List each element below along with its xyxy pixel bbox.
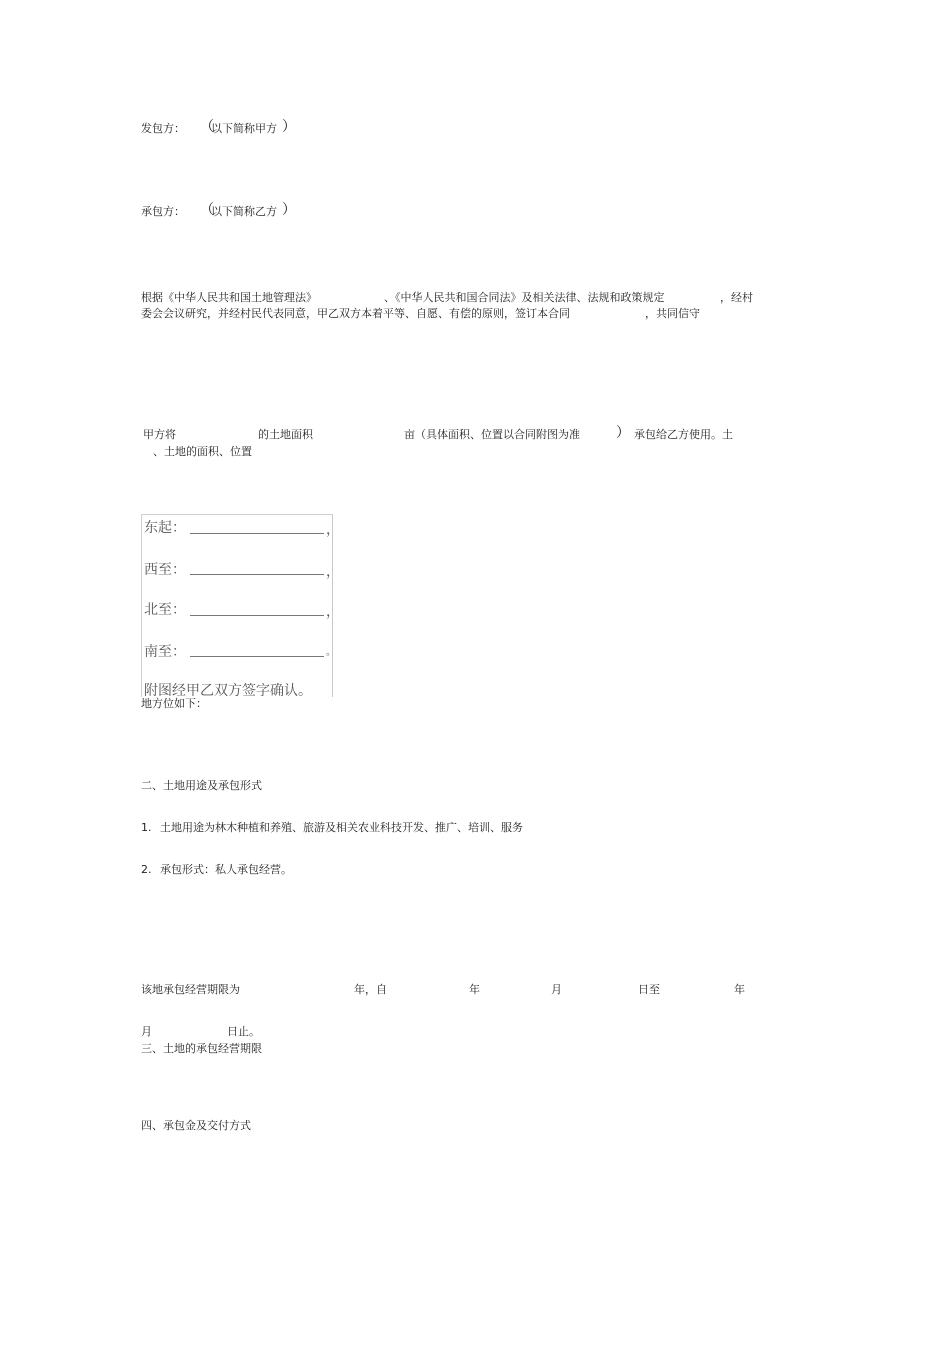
contractor-alias: 以下简称甲方: [211, 122, 277, 135]
boundary-north-label: 北至：: [144, 602, 186, 618]
section3-heading: 三、土地的承包经营期限: [141, 1042, 262, 1055]
boundary-figure: [141, 514, 340, 699]
contractee-label: 承包方：: [141, 205, 185, 218]
section2-item1-text: 土地用途为林木种植和养殖、旅游及相关农业科技开发、推广、培训、服务: [160, 821, 523, 834]
term-p2: 年，自: [354, 983, 387, 996]
preamble-line1-part3: ，经村: [720, 291, 753, 304]
section2-item2-text: 承包形式：私人承包经营。: [160, 863, 292, 876]
term-p3: 年: [469, 983, 480, 996]
boundary-west-comma: ，: [326, 564, 340, 580]
boundary-north-comma: ，: [326, 604, 340, 620]
land-clause-p5: 承包给乙方使用。土: [634, 428, 733, 441]
term-p5: 日至: [638, 983, 660, 996]
boundary-east-label: 东起：: [144, 520, 186, 536]
boundary-south-label: 南至：: [144, 644, 186, 660]
contractor-close-paren: ）: [282, 119, 296, 135]
boundary-south-period: 。: [326, 647, 336, 658]
boundary-west-label: 西至：: [144, 562, 186, 578]
term-p4: 月: [551, 983, 562, 996]
section2-heading: 二、土地用途及承包形式: [141, 779, 262, 792]
boundary-east-comma: ，: [326, 522, 340, 538]
term-line2-month: 月: [141, 1025, 152, 1038]
land-clause-p1: 甲方将: [143, 428, 176, 441]
term-p1: 该地承包经营期限为: [141, 983, 240, 996]
boundary-north-blank: [190, 615, 324, 616]
boundary-west-blank: [190, 574, 324, 575]
section2-item2-number: 2.: [141, 863, 152, 876]
preamble-line2-part1: 委会会议研究，并经村民代表同意，甲乙双方本着平等、自愿、有偿的原则，签订本合同: [141, 307, 570, 320]
term-line2-end: 日止。: [227, 1025, 260, 1038]
contractor-label: 发包方：: [141, 122, 185, 135]
contractee-alias: 以下简称乙方: [211, 205, 277, 218]
land-clause-p4: ）: [616, 425, 630, 441]
contractee-close-paren: ）: [282, 202, 296, 218]
boundary-note: 附图经甲乙双方签字确认。: [144, 683, 312, 699]
contractor-open-paren: （: [200, 119, 214, 135]
preamble-line1-part2: 、《中华人民共和国合同法》及相关法律、法规和政策规定: [384, 291, 665, 304]
preamble-line2-part2: ，共同信守: [645, 307, 700, 320]
land-clause-p3: 亩（具体面积、位置以合同附图为准: [404, 428, 580, 441]
section2-item1-number: 1.: [141, 821, 152, 834]
boundary-east-blank: [190, 533, 324, 534]
land-clause-p2: 的土地面积: [258, 428, 313, 441]
term-p6: 年: [734, 983, 745, 996]
preamble-line1-part1: 根据《中华人民共和国土地管理法》: [141, 291, 317, 304]
boundary-south-blank: [190, 656, 324, 657]
land-clause-line2: 、土地的面积、位置: [153, 445, 252, 458]
contractee-open-paren: （: [200, 202, 214, 218]
section4-heading: 四、承包金及交付方式: [141, 1119, 251, 1132]
location-line: 地方位如下：: [141, 697, 207, 710]
